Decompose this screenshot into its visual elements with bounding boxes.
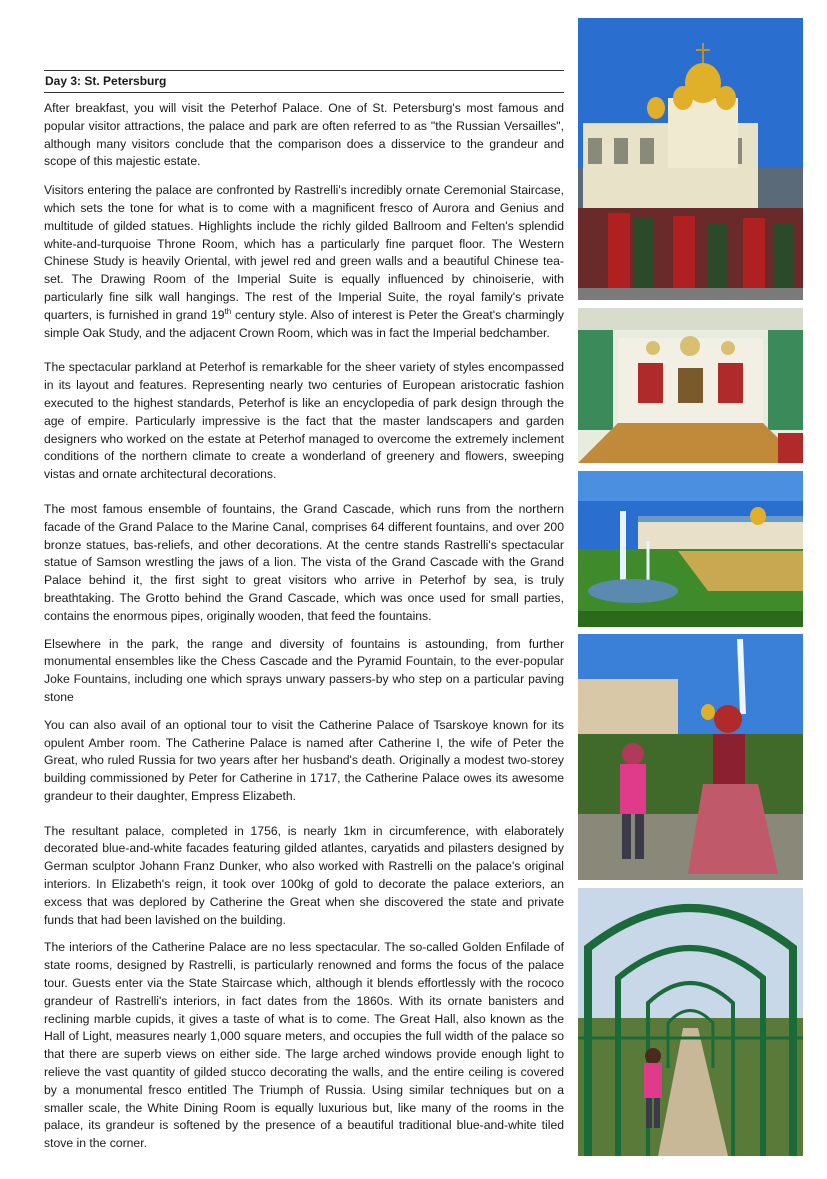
paragraph-palace-interiors-part1: Visitors entering the palace are confronted by Rastrelli's incredibly ornate Ceremonial Staircase, which sets the tone for what is to come with a magnificent fresco of Aurora and Genius and multitude of gilded statues. Highlights include the richly gilded Ballroom and Felten's splendid white-and-turquoise Throne Room, which has a particularly fine parquet floor. The Western Chinese Study is heavily Oriental, with jewel red and green walls and a beautiful Chinese tea-set. The Drawing Room of the Imperial Suite is equally influenced by chinoiserie, with particularly fine silk wall hangings. The rest of the Imperial Suite, the royal family's private quarters, is furnished in grand 19 [44,183,564,322]
itinerary-text-column [44,70,564,1153]
paragraph-peterhof-intro: After breakfast, you will visit the Peterhof Palace. One of St. Petersburg's most famous and popular visitor attractions, the palace and park are often referred to as "the Russian Versailles", although many visitors conclude that the comparison does a disservice to the grandeur and scope of this majestic estate. [44,101,564,169]
paragraph-catherine-interiors: The interiors of the Catherine Palace are no less spectacular. The so-called Golden Enfilade of state rooms, designed by Rastrelli, is particularly renowned and forms the focus of the palace tour. Guests enter via the State Staircase which, although it blends effortlessly with the rococo grandeur of Rastrelli's interiors, in fact dates from the 1860s. With its ornate banisters and reclining marble cupids, it gives a taste of what is to come. The Great Hall, also known as the Hall of Light, measures nearly 1,000 square meters, and occupies the full width of the palace so that there are superb views on either side. The large arched windows provide enough light to relieve the vast quantity of gilded stucco decorating the walls, and the entire ceiling is covered by a monumental fresco entitled The Triumph of Russia. Using similar techniques but on a smaller scale, the White Dining Room is equally luxurious but, like many of the rooms in the palace, its grandeur is softened by the presence of a beautiful traditional blue-and-white tiled stove in the corner. [44,940,564,1151]
photo-throne-room-interior [578,308,803,463]
photo-green-pergola [578,888,803,1156]
paragraph-catherine-palace: You can also avail of an optional tour to visit the Catherine Palace of Tsarskoye known for its opulent Amber room. The Catherine Palace is named after Catherine I, the wife of Peter the Great, who ruled Russia for two years after her husband's death. Originally a modest two-storey building commissioned by Peter for Catherine in 1717, the Catherine Palace owes its awesome grandeur to their daughter, Empress Elizabeth. [44,717,564,803]
paragraph-other-fountains: Elsewhere in the park, the range and diversity of fountains is astounding, from further monumental ensembles like the Chess Cascade and the Pyramid Fountain, to the ever-popular Joke Fountains, including one which sprays unwary passers-by who step on a particular paving stone [44,636,564,704]
photo-palace-church-parade [578,18,803,300]
paragraph-palace-exterior: The resultant palace, completed in 1756, is nearly 1km in circumference, with elaborately decorated blue-and-white facades featuring gilded atlantes, caryatids and pilasters designed by German sculptor Johann Franz Dunker, who also worked with Rastrelli on the palace's original interiors. In Elizabeth's reign, it took over 100kg of gold to decorate the palace exteriors, an excess that was deplored by Catherine the Great when she discovered the state and private funds that had been lavished on the building. [44,823,564,927]
photo-costumed-dancer [578,634,803,880]
photo-grand-cascade-fountains [578,471,803,627]
ordinal-suffix: th [224,306,232,316]
paragraph-parkland: The spectacular parkland at Peterhof is remarkable for the sheer variety of styles encompassed in its layout and features. Representing nearly two centuries of European aristocratic fashion executed to the highest standards, Peterhof is like an encyclopedia of park design through the age of empire. Particularly impressive is the fact that the master landscapers and garden designers who worked on the estate at Peterhof managed to overcome the extremely inclement conditions of the northern climate to create a wonderland of greenery and flowers, sweeping vistas and ornate architectural decorations. [44,360,564,482]
paragraph-palace-interiors-part2: century style. Also of interest is Peter the Great's charmingly simple Oak Study, and the adjacent Crown Room, which was in fact the Imperial bedchamber. [44,307,564,340]
paragraph-palace-interiors [44,182,564,342]
section-heading: Day 3: St. Petersburg [44,71,564,93]
paragraph-grand-cascade: The most famous ensemble of fountains, the Grand Cascade, which runs from the northern facade of the Grand Palace to the Marine Canal, comprises 64 different fountains, and over 200 bronze statues, bas-reliefs, and other decorations. At the centre stands Rastrelli's spectacular statue of Samson wrestling the jaws of a lion. The vista of the Grand Cascade with the Grand Palace behind it, the first sight to great visitors who arrive in Peterhof by sea, is truly breathtaking. The Grotto behind the Grand Cascade, which was once used for small parties, contains the enormous pipes, originally wooden, that feed the fountains. [44,501,564,623]
